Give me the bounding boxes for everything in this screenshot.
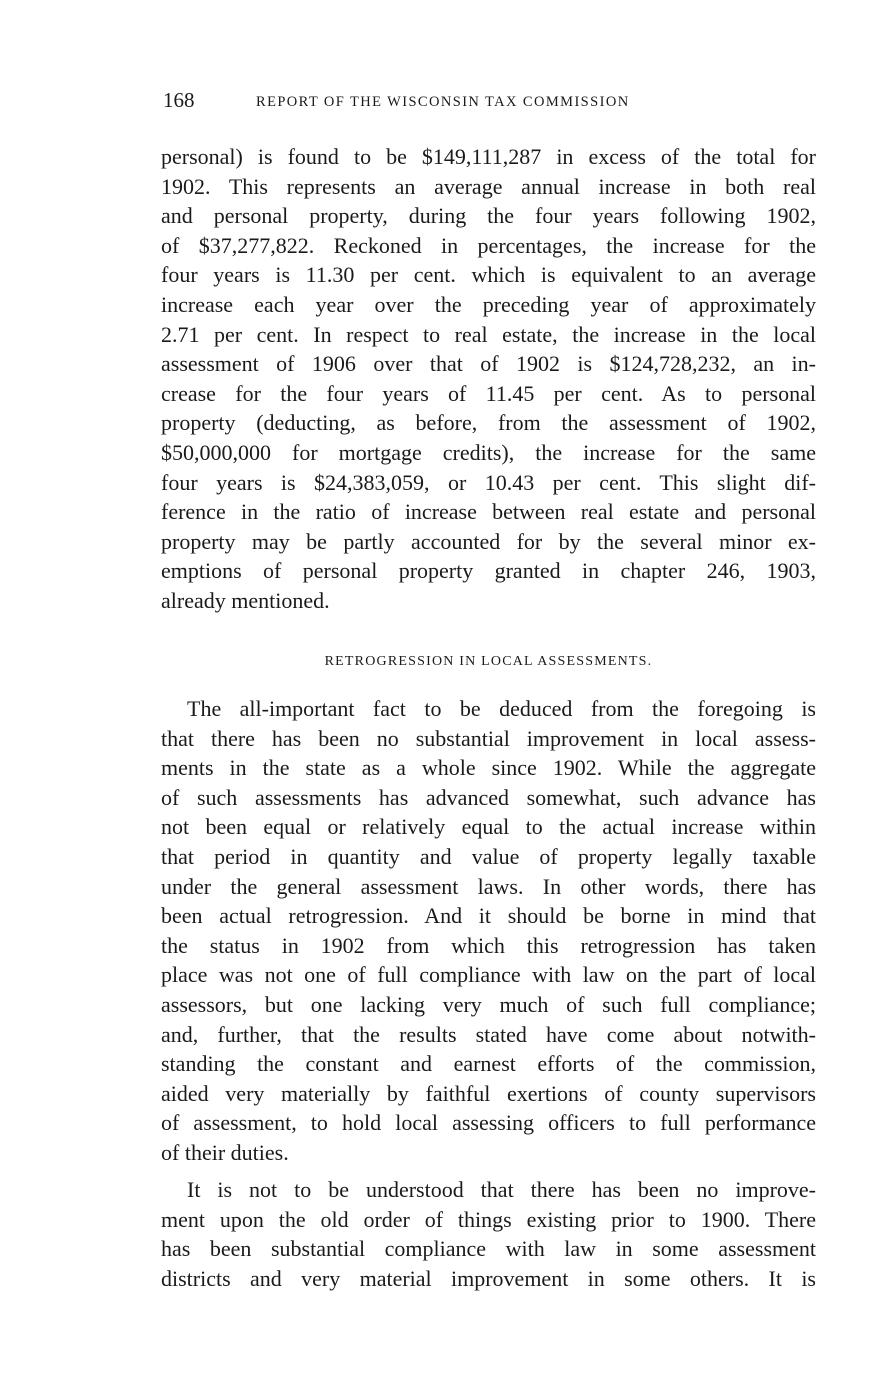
text-line: of their duties.	[161, 1139, 289, 1165]
running-title: REPORT OF THE WISCONSIN TAX COMMISSION	[256, 94, 630, 110]
text-line: assessors, but one lacking very much of such full compliance;	[161, 991, 816, 1017]
text-line: already mentioned.	[161, 587, 330, 613]
text-line: It is not to be understood that there has been no improve-	[187, 1177, 816, 1202]
text-line: The all-important fact to be deduced from the foregoing is	[187, 696, 816, 721]
paragraph-3	[161, 1175, 816, 1293]
text-line: of such assessments has advanced somewhat, such advance has	[161, 784, 816, 810]
text-line: been actual retrogression. And it should be borne in mind that	[161, 903, 816, 929]
text-line: four years is $24,383,059, or 10.43 per cent. This slight dif-	[161, 469, 816, 495]
paragraph-2	[161, 694, 816, 1168]
text-line: ment upon the old order of things existing prior to 1900. There	[161, 1206, 816, 1232]
text-line: property may be partly accounted for by the several minor ex-	[161, 528, 816, 554]
text-line: emptions of personal property granted in chapter 246, 1903,	[161, 558, 816, 584]
text-line: of assessment, to hold local assessing officers to full performance	[161, 1110, 816, 1136]
page-number: 168	[163, 88, 195, 112]
text-line: and, further, that the results stated have come about notwith-	[161, 1021, 816, 1047]
text-line: crease for the four years of 11.45 per cent. As to personal	[161, 380, 816, 406]
text-line: that there has been no substantial improvement in local assess-	[161, 725, 816, 751]
section-heading: RETROGRESSION IN LOCAL ASSESSMENTS.	[324, 654, 653, 669]
text-line: districts and very material improvement in some others. It is	[161, 1265, 816, 1291]
text-line: that period in quantity and value of property legally taxable	[161, 843, 816, 869]
text-line: personal) is found to be $149,111,287 in excess of the total for	[161, 144, 816, 169]
text-line: aided very materially by faithful exertions of county supervisors	[161, 1080, 816, 1106]
text-line: under the general assessment laws. In other words, there has	[161, 873, 816, 899]
text-line: ments in the state as a whole since 1902. While the aggregate	[161, 755, 816, 781]
text-line: property (deducting, as before, from the assessment of 1902,	[161, 410, 816, 436]
text-line: and personal property, during the four years following 1902,	[161, 203, 816, 229]
text-line: increase each year over the preceding year of approximately	[161, 291, 816, 317]
text-line: has been substantial compliance with law in some assessment	[161, 1236, 816, 1262]
text-line: $50,000,000 for mortgage credits), the increase for the same	[161, 439, 816, 465]
text-line: 1902. This represents an average annual increase in both real	[161, 173, 816, 199]
running-head	[163, 88, 818, 112]
text-line: place was not one of full compliance with law on the part of local	[161, 962, 816, 988]
text-line: 2.71 per cent. In respect to real estate, the increase in the local	[161, 321, 816, 347]
text-line: assessment of 1906 over that of 1902 is $124,728,232, an in-	[161, 351, 816, 377]
text-line: the status in 1902 from which this retrogression has taken	[161, 932, 816, 958]
text-line: standing the constant and earnest efforts of the commission,	[161, 1051, 816, 1077]
text-line: four years is 11.30 per cent. which is equivalent to an average	[161, 262, 816, 288]
text-line: of $37,277,822. Reckoned in percentages, the increase for the	[161, 232, 816, 258]
text-line: ference in the ratio of increase between real estate and personal	[161, 499, 816, 525]
paragraph-1	[161, 142, 816, 616]
text-line: not been equal or relatively equal to the actual increase within	[161, 814, 816, 840]
